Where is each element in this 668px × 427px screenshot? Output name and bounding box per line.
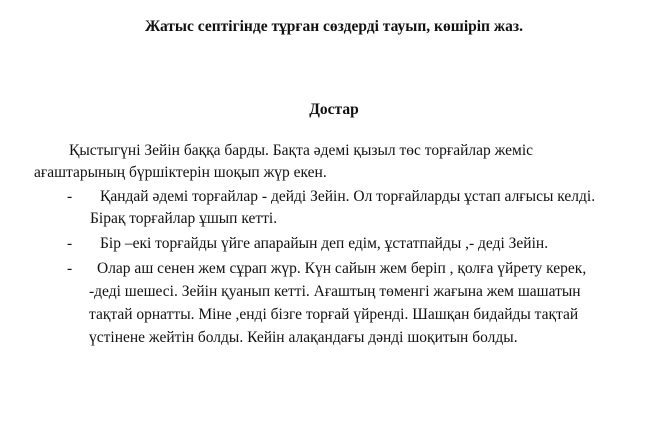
dialogue-line: үстінене жейтін болды. Кейін алақандағы дәнді шоқитын болды.	[89, 329, 518, 346]
dash-marker: -	[67, 188, 73, 205]
paragraph-line: Қыстыгүні Зейін баққа барды. Бақта әдемі қызыл төс торғайлар жеміс	[69, 142, 534, 159]
dialogue-line: Бірақ торғайлар ұшып кетті.	[90, 210, 278, 227]
dialogue-line: Қандай әдемі торғайлар - дейді Зейін. Ол торғайларды ұстап алғысы келді.	[100, 188, 596, 205]
dash-marker: -	[67, 260, 73, 277]
dialogue-line: -деді шешесі. Зейін қуанып кетті. Ағаштың төменгі жағына жем шашатын	[89, 283, 581, 300]
dialogue-line: тақтай орнатты. Міне ,енді бізге торғай үйренді. Шашқан бидайды тақтай	[89, 306, 579, 323]
dash-marker: -	[67, 235, 73, 252]
dialogue-line: Бір –екі торғайды үйге апарайын деп едім, ұстатпайды ,- деді Зейін.	[100, 235, 549, 252]
story-title: Достар	[309, 101, 359, 118]
paragraph-line: ағаштарының бүршіктерін шоқып жүр екен.	[34, 164, 327, 181]
dialogue-line: Олар аш сенен жем сұрап жүр. Күн сайын жем беріп , қолға үйрету керек,	[97, 260, 587, 277]
task-instruction: Жатыс септігінде тұрған сөздерді тауып, көшіріп жаз.	[145, 18, 523, 35]
